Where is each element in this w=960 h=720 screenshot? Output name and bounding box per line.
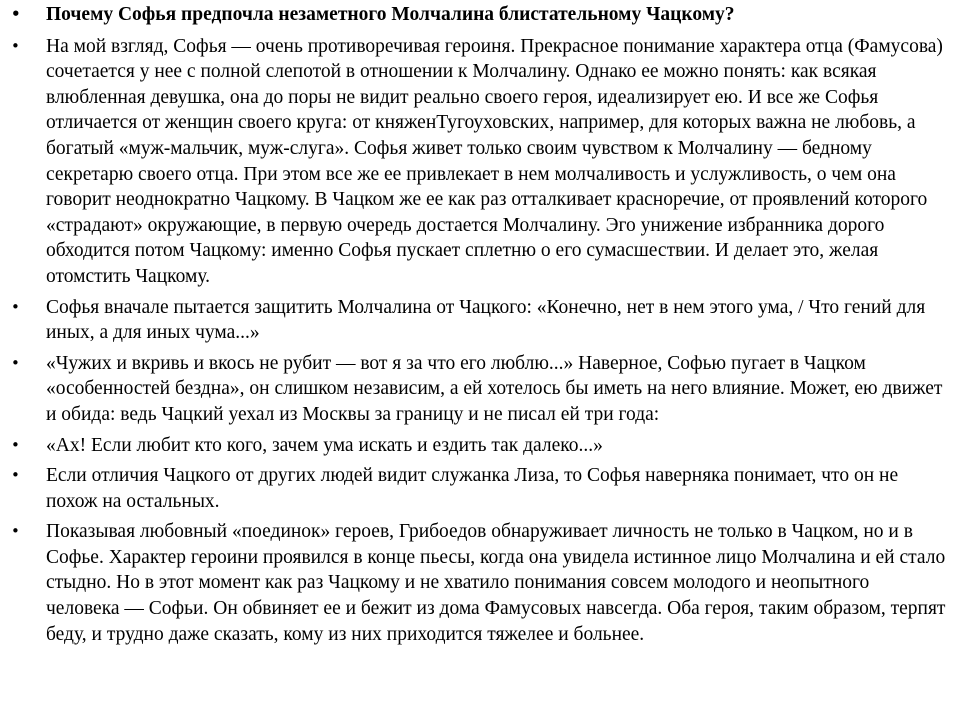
bullet-text: «Ах! Если любит кто кого, зачем ума искать и ездить так далеко...» xyxy=(46,434,603,456)
bullet-text: Если отличия Чацкого от других людей видит служанка Лиза, то Софья наверняка понимает, что он не похож на остальных. xyxy=(46,465,899,512)
bullet-item-question xyxy=(11,2,946,28)
bullet-dot-icon: • xyxy=(11,435,20,454)
bullet-dot-icon: • xyxy=(11,297,20,316)
bullet-text: «Чужих и вкривь и вкось не рубит — вот я за что его люблю...» Наверное, Софью пугает в Чацком «особенностей бездна», он слишком независим, а ей хотелось бы иметь на него влияние. Может, ею движет и обида: ведь Чацкий уехал из Москвы за границу и не писал ей три года: xyxy=(46,352,943,425)
bullet-item-6 xyxy=(11,519,946,647)
bullet-item-2 xyxy=(11,295,946,346)
bullet-list xyxy=(11,2,946,652)
bullet-dot-icon: • xyxy=(11,522,20,541)
bullet-dot-icon: • xyxy=(11,466,20,485)
bullet-text: Показывая любовный «поединок» героев, Грибоедов обнаруживает личность не только в Чацком, но и в Софье. Характер героини проявился в конце пьесы, когда она увидела истинное лицо Молчалина и ей стало стыдно. Но в этот момент как раз Чацкому и не хватило понимания совсем молодого и неопытного человека — Софьи. Он обвиняет ее и бежит из дома Фамусовых навсегда. Оба героя, таким образом, терпят беду, и трудно даже сказать, кому из них приходится тяжелее и больнее. xyxy=(46,521,946,645)
bullet-text: На мой взгляд, Софья — очень противоречивая героиня. Прекрасное понимание характера отца (Фамусова) сочетается у нее с полной слепотой в отношении к Молчалину. Однако ее можно понять: как всякая влюбленная девушка, она до поры не видит реально своего героя, идеализирует ею. И все же Софья отличается от женщин своего круга: от княженТугоуховских, например, для которых важна не любовь, а богатый «муж-мальчик, муж-слуга». Софья живет только своим чувством к Молчалину — бедному секретарю своего отца. При этом все же ее привлекает в нем молчаливость и услужливость, о чем она говорит неоднократно Чацкому. В Чацком же ее как раз отталкивает красноречие, от проявлений которого «страдают» окружающие, в первую очередь достается Молчалину. Эго унижение избранника дорого обходится потом Чацкому: именно Софья пускает сплетню о его сумасшествии. И делает это, желая отомстить Чацкому. xyxy=(46,35,943,287)
bullet-dot-icon: • xyxy=(11,5,21,23)
bullet-dot-icon: • xyxy=(11,353,20,372)
bullet-text: Софья вначале пытается защитить Молчалина от Чацкого: «Конечно, нет в нем этого ума, / Что гений для иных, а для иных чума...» xyxy=(46,296,926,344)
bullet-item-5 xyxy=(11,463,946,514)
bullet-dot-icon: • xyxy=(11,36,20,55)
bullet-item-3 xyxy=(11,351,946,428)
bullet-item-4 xyxy=(11,433,946,459)
bullet-item-1 xyxy=(11,34,946,290)
bullet-text: Почему Софья предпочла незаметного Молчалина блистательному Чацкому? xyxy=(46,4,735,25)
